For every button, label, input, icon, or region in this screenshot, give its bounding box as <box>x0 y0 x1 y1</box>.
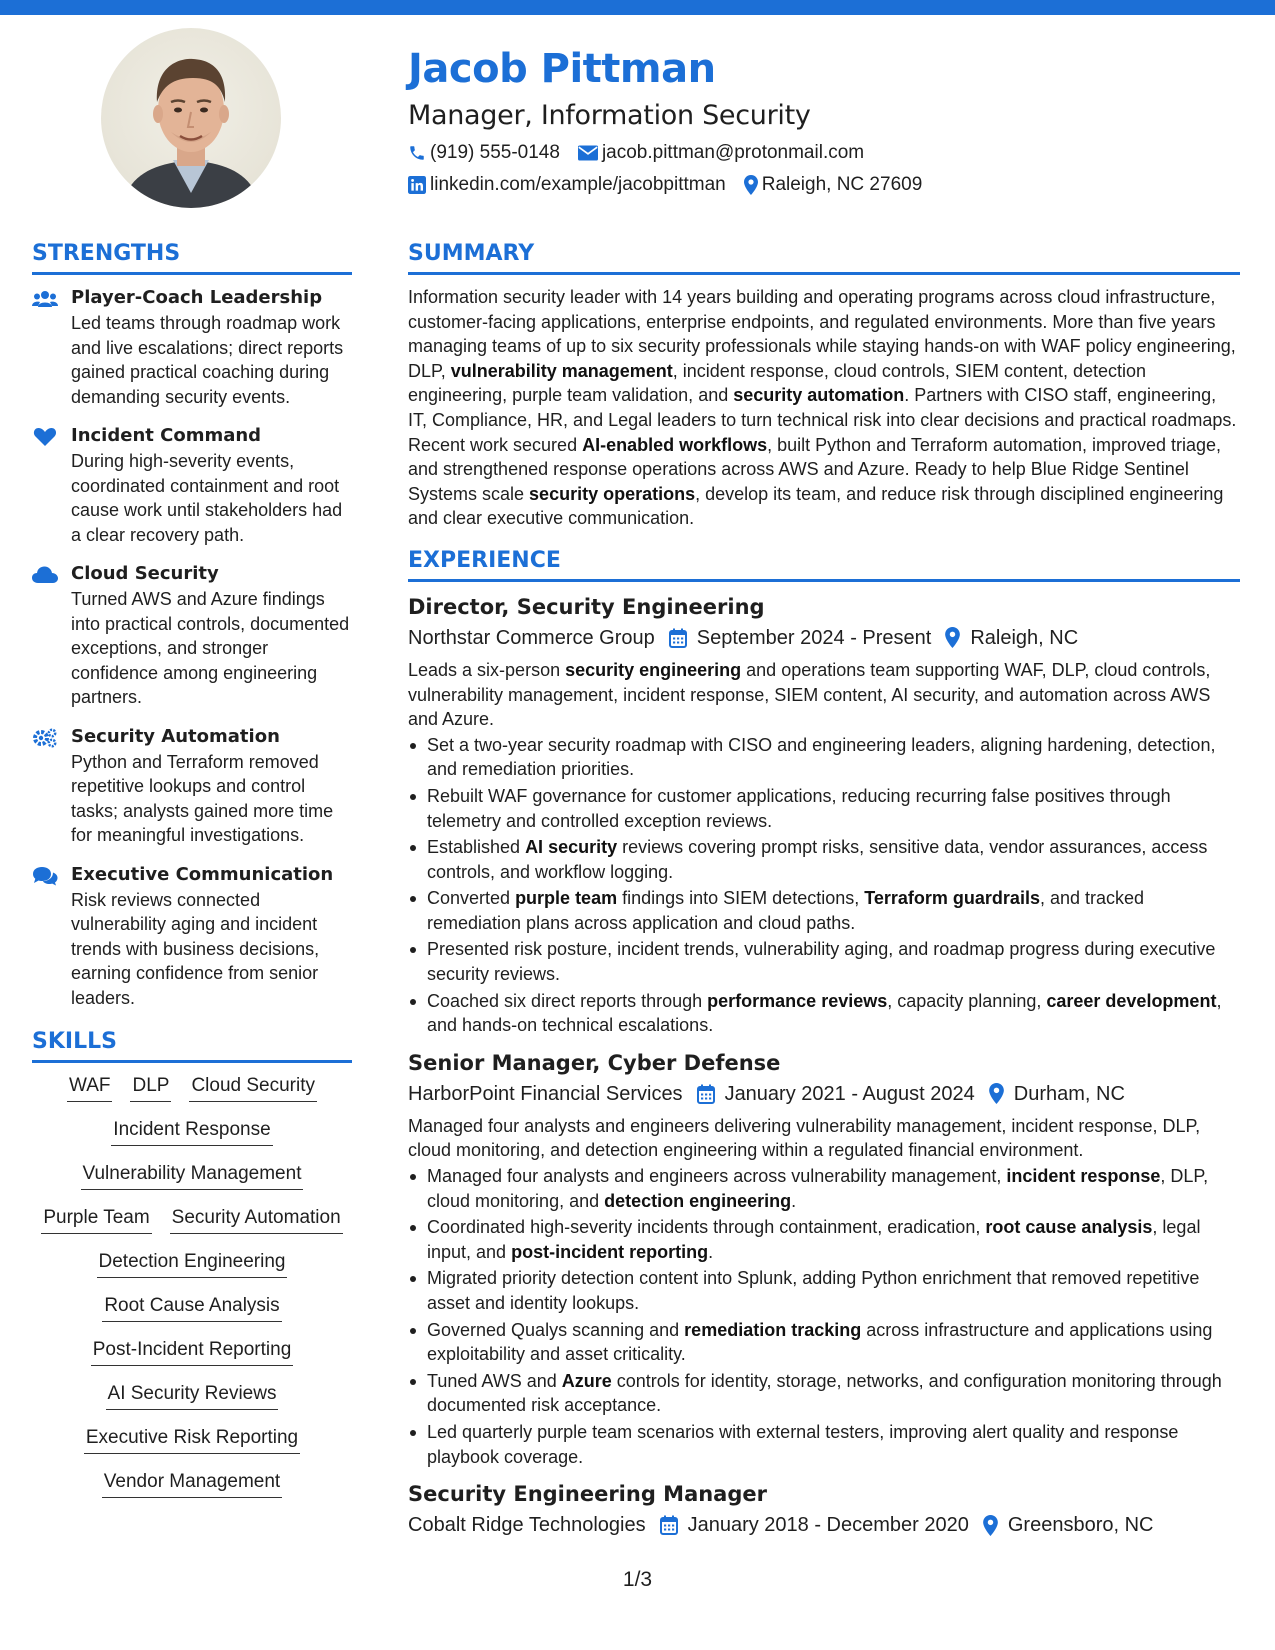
text-run: and operations team supporting WAF, DLP, cloud controls, vulnerability management, incident response, SIEM content, AI security, and automation across AWS and Azure. <box>408 659 1211 730</box>
company-text: Northstar Commerce Group <box>408 626 655 649</box>
text-run: Managed four analysts and engineers across vulnerability management, <box>427 1166 1007 1187</box>
bold-keyword: root cause analysis <box>985 1217 1153 1238</box>
skill-tag: Detection Engineering <box>97 1249 288 1278</box>
strength-desc: Led teams through roadmap work and live escalations; direct reports gained practical coaching during demanding security events. <box>71 313 344 407</box>
job-bullet <box>408 1318 1240 1367</box>
bold-keyword: Terraform guardrails <box>864 888 1040 909</box>
calendar-icon <box>669 628 687 648</box>
skill-row <box>32 1425 352 1454</box>
job-company <box>408 1509 646 1541</box>
text-run: , built Python and Terraform automation, improved triage, and strengthened response operations across AWS and Azure. Ready to help Blue Ridge Sentinel Systems scale <box>408 434 1222 504</box>
candidate-name: Jacob Pittman <box>408 46 716 92</box>
skill-row <box>32 1117 352 1146</box>
skill-row <box>32 1381 352 1410</box>
company-text: Cobalt Ridge Technologies <box>408 1514 646 1537</box>
summary-text <box>408 285 1240 531</box>
text-run: . <box>791 1190 797 1211</box>
job-entry <box>408 1479 1240 1541</box>
text-run: . Partners with CISO staff, engineering, IT, Compliance, HR, and Legal leaders to turn technical risk into clear decisions and practical roadmaps. Recent work secured <box>408 385 1237 455</box>
job-bullet <box>408 937 1240 986</box>
bold-keyword: detection engineering <box>604 1190 792 1211</box>
text-run: , and tracked remediation plans across application and cloud paths. <box>427 888 1145 933</box>
text-run: Rebuilt WAF governance for customer applications, reducing recurring false positives through telemetry and controlled exception reviews. <box>427 785 1171 831</box>
text-run: Led quarterly purple team scenarios with external testers, improving alert quality and response playbook coverage. <box>427 1421 1179 1467</box>
text-run: across infrastructure and applications using exploitability and asset criticality. <box>427 1319 1213 1365</box>
bold-keyword: Azure <box>561 1370 612 1391</box>
job-dates <box>697 1078 975 1110</box>
heart-icon <box>32 427 58 447</box>
job-location <box>989 1078 1125 1110</box>
linkedin-icon <box>408 176 426 194</box>
text-run: Governed Qualys scanning and <box>427 1319 685 1340</box>
job-description <box>408 1114 1240 1163</box>
bold-keyword: incident response <box>1006 1166 1161 1187</box>
job-bullet <box>408 1215 1240 1264</box>
bold-keyword: performance reviews <box>707 990 888 1011</box>
resume-header <box>408 40 940 200</box>
left-column <box>32 236 352 1513</box>
strength-item <box>32 423 352 547</box>
job-dates <box>669 622 932 654</box>
right-column <box>408 236 1240 1545</box>
calendar-icon <box>660 1515 678 1535</box>
strengths-heading: STRENGTHS <box>32 236 352 275</box>
strength-desc: Python and Terraform removed repetitive lookups and control tasks; analysts gained more time for meaningful investigations. <box>71 751 334 845</box>
skill-row <box>32 1337 352 1366</box>
experience-heading: EXPERIENCE <box>408 543 1240 582</box>
location-text: Greensboro, NC <box>1007 1514 1154 1537</box>
text-run: , capacity planning, <box>887 990 1047 1011</box>
strength-desc: Turned AWS and Azure findings into practical controls, documented exceptions, and stronger confidence among engineering partners. <box>71 589 350 707</box>
text-run: Migrated priority detection content into Splunk, adding Python enrichment that removed repetitive asset and identity lookups. <box>427 1268 1200 1313</box>
strength-title: Cloud Security <box>71 563 219 584</box>
text-run: Information security leader with 14 years building and operating programs across cloud infrastructure, customer-facing applications, enterprise endpoints, and regulated environments. More than five years managing teams of up to six security professionals while staying hands-on with WAF policy engineering, DLP, <box>408 287 1236 381</box>
skill-tag: Cloud Security <box>189 1073 317 1102</box>
cloud-icon <box>32 565 58 585</box>
text-run: , legal input, and <box>427 1217 1201 1262</box>
strength-item <box>32 561 352 710</box>
email-contact[interactable] <box>578 138 864 168</box>
job-description <box>408 658 1240 732</box>
skills-heading: SKILLS <box>32 1024 352 1063</box>
company-text: HarborPoint Financial Services <box>408 1082 683 1105</box>
bold-keyword: remediation tracking <box>684 1319 862 1340</box>
job-bullet <box>408 1266 1240 1315</box>
bold-keyword: security automation <box>733 385 905 406</box>
job-location <box>983 1509 1154 1541</box>
text-run: . <box>708 1241 714 1262</box>
text-run: , and hands-on technical escalations. <box>427 990 1222 1036</box>
bold-keyword: AI security <box>525 837 618 858</box>
strength-title: Incident Command <box>71 425 262 446</box>
job-title: Security Engineering Manager <box>408 1482 767 1507</box>
bold-keyword: security operations <box>529 483 696 504</box>
contact-row-2 <box>408 170 940 200</box>
job-company <box>408 1078 683 1110</box>
text-run: Coordinated high-severity incidents through containment, eradication, <box>427 1217 986 1238</box>
text-run: Managed four analysts and engineers delivering vulnerability management, incident response, DLP, cloud monitoring, and detection engineering within a regulated financial environment. <box>408 1115 1201 1161</box>
job-entry <box>408 1048 1240 1469</box>
map-pin-icon <box>945 627 960 648</box>
skill-tag: DLP <box>130 1073 171 1102</box>
text-run: , DLP, cloud monitoring, and <box>427 1166 1209 1211</box>
skill-row <box>32 1469 352 1498</box>
job-company <box>408 622 655 654</box>
text-run: , develop its team, and reduce risk through disciplined engineering and clear executive communication. <box>408 483 1224 529</box>
skill-row <box>32 1293 352 1322</box>
job-bullet <box>408 989 1240 1038</box>
skill-tag: Executive Risk Reporting <box>84 1425 300 1454</box>
text-run: Established <box>427 837 526 858</box>
job-location <box>945 622 1078 654</box>
linkedin-text[interactable]: linkedin.com/example/jacobpittman <box>430 174 726 195</box>
strength-desc: During high-severity events, coordinated containment and root cause work until stakeholders had a clear recovery path. <box>71 451 343 545</box>
dates-text: January 2018 - December 2020 <box>687 1514 969 1537</box>
skill-tag: Post-Incident Reporting <box>91 1337 294 1366</box>
location-text: Raleigh, NC <box>970 626 1079 649</box>
strength-item <box>32 285 352 409</box>
job-title: Senior Manager, Cyber Defense <box>408 1050 781 1075</box>
strength-desc: Risk reviews connected vulnerability aging and incident trends with business decisions, earning confidence from senior leaders. <box>71 889 320 1008</box>
bold-keyword: post-incident reporting <box>511 1241 709 1262</box>
skill-tag: Incident Response <box>111 1117 272 1146</box>
strength-title: Executive Communication <box>71 863 334 885</box>
skill-tag: Vendor Management <box>102 1469 282 1498</box>
strength-item <box>32 724 352 848</box>
phone-text: (919) 555-0148 <box>430 142 560 163</box>
skill-tag: Vulnerability Management <box>81 1161 304 1190</box>
job-bullet <box>408 1369 1240 1418</box>
gears-icon <box>32 728 58 748</box>
dates-text: September 2024 - Present <box>696 626 932 649</box>
text-run: , incident response, cloud controls, SIEM content, detection engineering, purple team validation, and <box>408 360 1147 406</box>
text-run: Tuned AWS and <box>427 1370 562 1391</box>
bold-keyword: career development <box>1046 990 1217 1011</box>
dates-text: January 2021 - August 2024 <box>724 1082 975 1105</box>
email-text[interactable]: jacob.pittman@protonmail.com <box>601 142 865 163</box>
envelope-icon <box>578 145 598 161</box>
job-bullet <box>408 1164 1240 1213</box>
phone-contact <box>408 138 560 168</box>
skills-list <box>32 1073 352 1498</box>
map-pin-icon <box>989 1083 1004 1104</box>
profile-photo <box>101 28 281 208</box>
location-text: Durham, NC <box>1013 1082 1125 1105</box>
skill-tag: Root Cause Analysis <box>102 1293 281 1322</box>
summary-heading: SUMMARY <box>408 236 1240 275</box>
text-run: Presented risk posture, incident trends, vulnerability aging, and roadmap progress during executive security reviews. <box>427 939 1216 985</box>
skill-row <box>32 1161 352 1190</box>
text-run: Converted <box>427 888 516 909</box>
job-dates <box>660 1509 969 1541</box>
job-bullet <box>408 733 1240 782</box>
bold-keyword: vulnerability management <box>450 360 673 381</box>
map-pin-icon <box>744 175 758 195</box>
job-title: Director, Security Engineering <box>408 594 765 619</box>
job-bullets <box>408 733 1240 1038</box>
job-meta <box>408 622 1240 654</box>
skill-tag: Purple Team <box>41 1205 151 1234</box>
map-pin-icon <box>983 1515 998 1536</box>
page-number: 1/3 <box>622 1568 653 1591</box>
phone-icon <box>408 144 426 162</box>
text-run: reviews covering prompt risks, sensitive data, vendor assurances, access controls, and workflow logging. <box>427 837 1208 882</box>
skill-row <box>32 1073 352 1102</box>
calendar-icon <box>697 1084 715 1104</box>
skill-row <box>32 1249 352 1278</box>
bold-keyword: security engineering <box>565 659 742 680</box>
job-bullet <box>408 835 1240 884</box>
job-meta <box>408 1078 1240 1110</box>
text-run: Coached six direct reports through <box>427 990 708 1011</box>
strength-item <box>32 862 352 1011</box>
job-bullet <box>408 784 1240 833</box>
text-run: Set a two-year security roadmap with CISO and engineering leaders, aligning hardening, detection, and remediation priorities. <box>427 734 1216 780</box>
bold-keyword: purple team <box>515 888 618 909</box>
job-bullet <box>408 1420 1240 1469</box>
strength-title: Security Automation <box>71 725 280 747</box>
job-bullet <box>408 886 1240 935</box>
skill-tag: AI Security Reviews <box>106 1381 279 1410</box>
text-run: Leads a six-person <box>408 659 566 680</box>
bold-keyword: AI-enabled workflows <box>582 434 768 455</box>
location-text: Raleigh, NC 27609 <box>761 174 923 195</box>
job-entry <box>408 592 1240 1038</box>
linkedin-contact[interactable] <box>408 170 726 200</box>
text-run: controls for identity, storage, networks, and configuration monitoring through documented risk acceptance. <box>427 1370 1222 1416</box>
candidate-title: Manager, Information Security <box>408 100 811 131</box>
strength-title: Player-Coach Leadership <box>71 287 323 308</box>
users-icon <box>32 289 58 309</box>
top-accent-bar <box>0 0 1275 15</box>
job-bullets <box>408 1164 1240 1469</box>
text-run: findings into SIEM detections, <box>617 888 865 909</box>
experience-list <box>408 592 1240 1541</box>
skill-tag: WAF <box>67 1073 113 1102</box>
contact-row-1 <box>408 138 940 168</box>
location-contact <box>744 170 923 200</box>
skill-row <box>32 1205 352 1234</box>
job-meta <box>408 1509 1240 1541</box>
comments-icon <box>32 866 58 886</box>
skill-tag: Security Automation <box>170 1205 343 1234</box>
